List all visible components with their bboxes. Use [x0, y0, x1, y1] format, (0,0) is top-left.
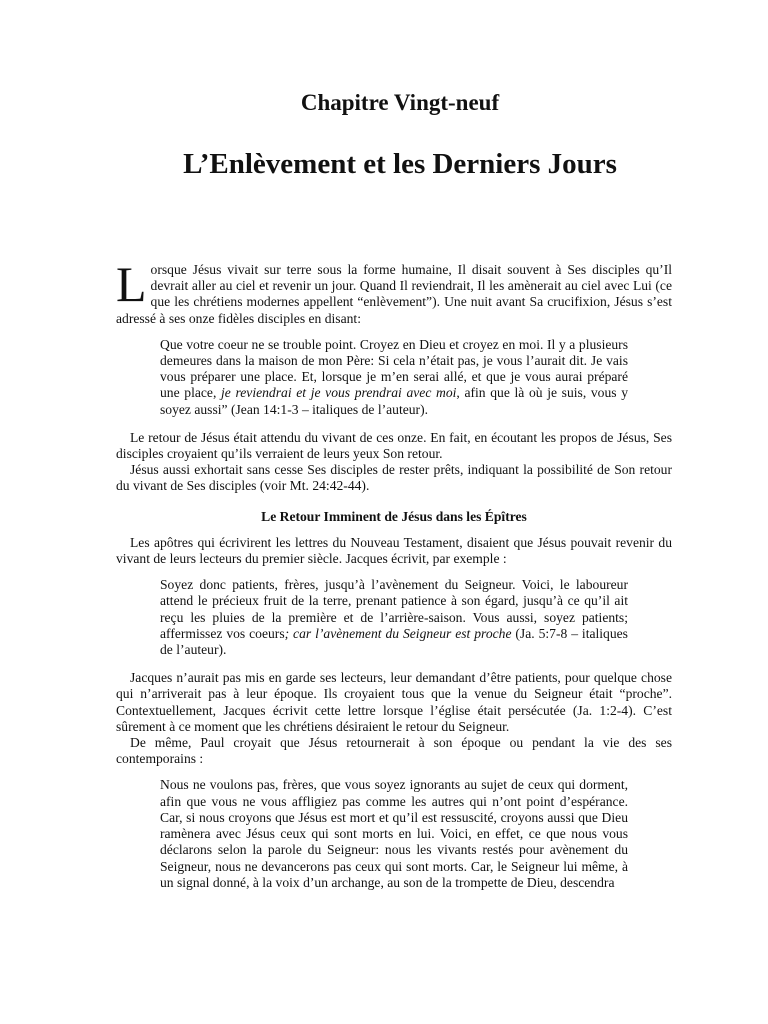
quote-italic: ; car l’avènement du Seigneur est proche: [284, 625, 512, 641]
quote-text-end: , afin que là où je suis, vous y soyez aussi” (Jean 14:1-3 – italiques de l’auteur).: [160, 385, 629, 417]
paragraph: De même, Paul croyait que Jésus retournerait à son époque ou pendant la vie des ses contemporains :: [116, 735, 672, 767]
chapter-heading: Chapitre Vingt-neuf: [300, 90, 500, 115]
page-title: L’Enlèvement et les Derniers Jours: [183, 148, 617, 180]
block-quote-paul: Nous ne voulons pas, frères, que vous soyez ignorants au sujet de ceux qui dorment, afin que vous ne vous affligiez pas comme les autres qui n’ont point d’espérance. Car, si nous croyons que Jésus est mort et qu’il est ressuscité, croyons aussi que Dieu ramènera avec Jésus ceux qui sont morts en lui. Voici, en effet, ce que nous vous déclarons selon la parole du Seigneur: nous les vivants restés pour avènement du Seigneur, nous ne devancerons pas ceux qui sont morts. Car, le Seigneur lui même, à un signal donné, à la voix d’un archange, au son de la trompette de Dieu, descendra: [160, 777, 628, 890]
block-quote-james: [160, 577, 628, 658]
intro-paragraph: [116, 256, 672, 327]
block-quote-john: [160, 337, 628, 418]
paragraph: Les apôtres qui écrivirent les lettres du Nouveau Testament, disaient que Jésus pouvait revenir du vivant de leurs lecteurs du premier siècle. Jacques écrivit, par exemple :: [116, 534, 672, 567]
body-text: [116, 256, 672, 903]
quote-text: Soyez donc patients, frères, jusqu’à l’avènement du Seigneur. Voici, le laboureur attend le précieux fruit de la terre, prenant patience à son égard, jusqu’à ce qu’il ait reçu les pluies de la première et de l’arrière-saison. Vous aussi, soyez patients; affermissez vos coeurs: [160, 577, 628, 641]
section-subheading: Le Retour Imminent de Jésus dans les Épîtres: [261, 508, 527, 524]
drop-cap: L: [116, 256, 147, 312]
quote-italic: je reviendrai et je vous prendrai avec moi: [221, 385, 457, 401]
paragraph: Jacques n’aurait pas mis en garde ses lecteurs, leur demandant d’être patients, pour quelque chose qui n’arriverait pas à leur époque. Ils croyaient tous que la venue du Seigneur était “proche”. Contextuellement, Jacques écrivit cette lettre lorsque l’église était persécutée (Ja. 1:2-4). C’est sûrement à ce moment que les chrétiens désiraient le retour du Seigneur.: [116, 670, 672, 734]
intro-text: orsque Jésus vivait sur terre sous la forme humaine, Il disait souvent à Ses disciples qu’Il devrait aller au ciel et revenir un jour. Quand Il reviendrait, Il les amènerait au ciel avec Lui (ce que les chrétiens modernes appellent “enlèvement”). Une nuit avant Sa crucifixion, Jésus s’est adressé à ses onze fidèles disciples en disant:: [116, 262, 672, 326]
quote-text-end: (Ja. 5:7-8 – italiques de l’auteur).: [160, 625, 628, 658]
quote-text: Que votre coeur ne se trouble point. Croyez en Dieu et croyez en moi. Il y a plusieurs demeures dans la maison de mon Père: Si cela n’était pas, je vous l’aurait dit. Je vais vous préparer une place. Et, lorsque je m’en serai allé, et que je vous aurai préparé une place,: [160, 336, 628, 401]
paragraph: Jésus aussi exhortait sans cesse Ses disciples de rester prêts, indiquant la possibilité de Son retour du vivant de Ses disciples (voir Mt. 24:42-44).: [116, 462, 672, 494]
paragraph: Le retour de Jésus était attendu du vivant de ces onze. En fait, en écoutant les propos de Jésus, Ses disciples croyaient qu’ils verraient de leurs yeux Son retour.: [116, 429, 672, 462]
